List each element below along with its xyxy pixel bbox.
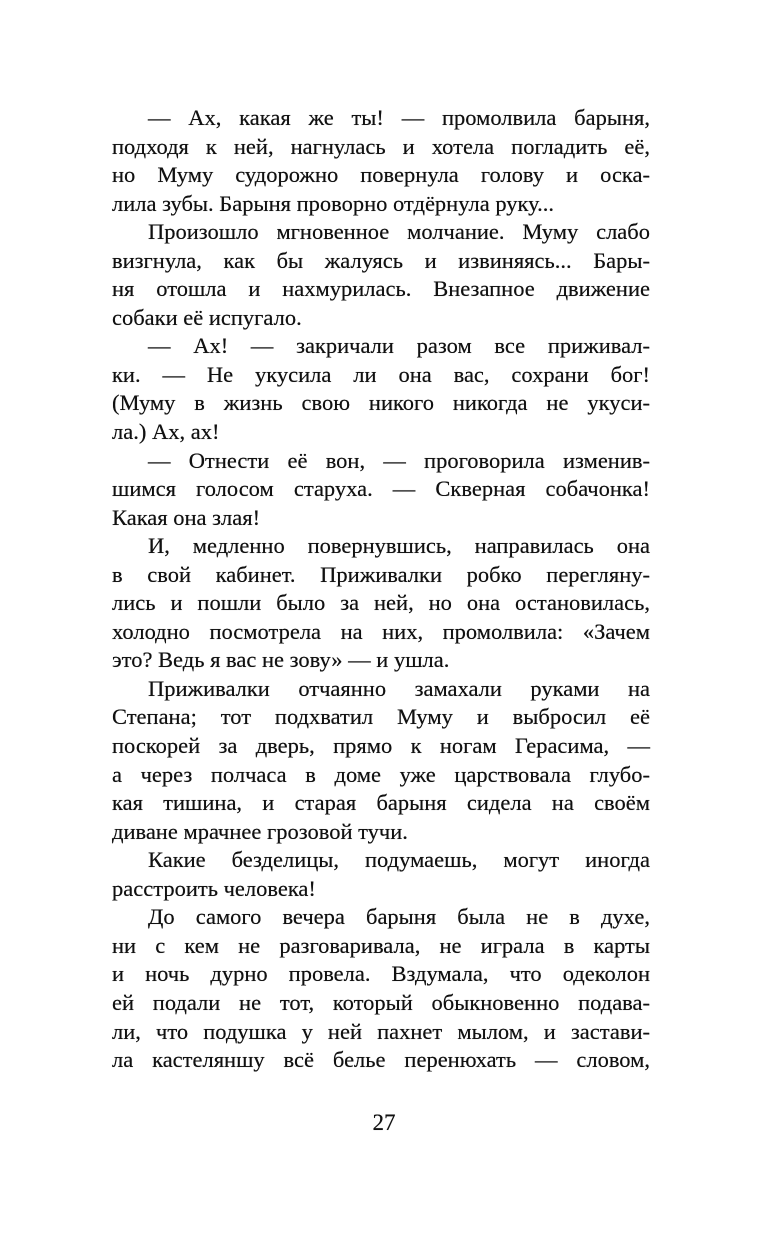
text-line: ли, что подушка у ней пахнет мылом, и застави- xyxy=(112,1018,650,1044)
paragraph xyxy=(112,218,650,332)
text-line: это? Ведь я вас не зову» — и ушла. xyxy=(112,647,450,673)
text-line: подходя к ней, нагнулась и хотела погладить её, xyxy=(112,133,650,159)
text-line: — Ах! — закричали разом все приживал- xyxy=(148,333,650,359)
paragraph xyxy=(112,675,650,846)
text-line: Какие безделицы, подумаешь, могут иногда xyxy=(148,847,650,873)
text-line: лила зубы. Барыня проворно отдёрнула руку... xyxy=(112,190,555,216)
page-number: 27 xyxy=(372,1110,396,1135)
text-line: поскорей за дверь, прямо к ногам Герасима, — xyxy=(112,733,650,759)
paragraph xyxy=(112,447,650,533)
text-line: визгнула, как бы жалуясь и извиняясь... Бары- xyxy=(112,247,650,273)
text-line: — Отнести её вон, — проговорила изменив- xyxy=(148,447,650,473)
text-line: И, медленно повернувшись, направилась она xyxy=(148,533,650,559)
text-line: Произошло мгновенное молчание. Муму слабо xyxy=(148,219,650,245)
text-line: собаки её испугало. xyxy=(112,304,302,330)
text-line: шимся голосом старуха. — Скверная собачонка! xyxy=(112,476,650,502)
text-line: ни с кем не разговаривала, не играла в карты xyxy=(112,932,650,958)
text-line: ла.) Ах, ах! xyxy=(112,419,220,445)
text-line: кая тишина, и старая барыня сидела на своём xyxy=(112,790,650,816)
text-line: а через полчаса в доме уже царствовала глубо- xyxy=(112,761,650,787)
paragraph xyxy=(112,846,650,903)
text-line: диване мрачнее грозовой тучи. xyxy=(112,818,408,844)
text-line: в свой кабинет. Приживалки робко перегляну- xyxy=(112,561,650,587)
text-line: ки. — Не укусила ли она вас, сохрани бог! xyxy=(112,361,650,387)
text-line: (Муму в жизнь свою никого никогда не укуси- xyxy=(112,390,650,416)
text-line: лись и пошли было за ней, но она остановилась, xyxy=(112,590,650,616)
paragraph xyxy=(112,332,650,446)
paragraph xyxy=(112,903,650,1074)
text-line: и ночь дурно провела. Вздумала, что одеколон xyxy=(112,961,650,987)
text-line: ей подали не тот, который обыкновенно подава- xyxy=(112,989,650,1015)
paragraph xyxy=(112,532,650,675)
text-line: но Муму судорожно повернула голову и оска- xyxy=(112,162,650,188)
text-line: ня отошла и нахмурилась. Внезапное движение xyxy=(112,276,650,302)
text-line: холодно посмотрела на них, промолвила: «Зачем xyxy=(112,618,650,644)
text-line: До самого вечера барыня была не в духе, xyxy=(148,904,650,930)
page-text xyxy=(112,104,650,1075)
text-line: ла кастеляншу всё белье перенюхать — словом, xyxy=(112,1047,650,1073)
text-line: Какая она злая! xyxy=(112,504,261,530)
text-line: — Ах, какая же ты! — промолвила барыня, xyxy=(148,105,650,130)
text-line: Приживалки отчаянно замахали руками на xyxy=(148,675,650,701)
text-line: Степана; тот подхватил Муму и выбросил её xyxy=(112,704,650,730)
paragraph xyxy=(112,104,650,218)
text-line: расстроить человека! xyxy=(112,875,316,901)
